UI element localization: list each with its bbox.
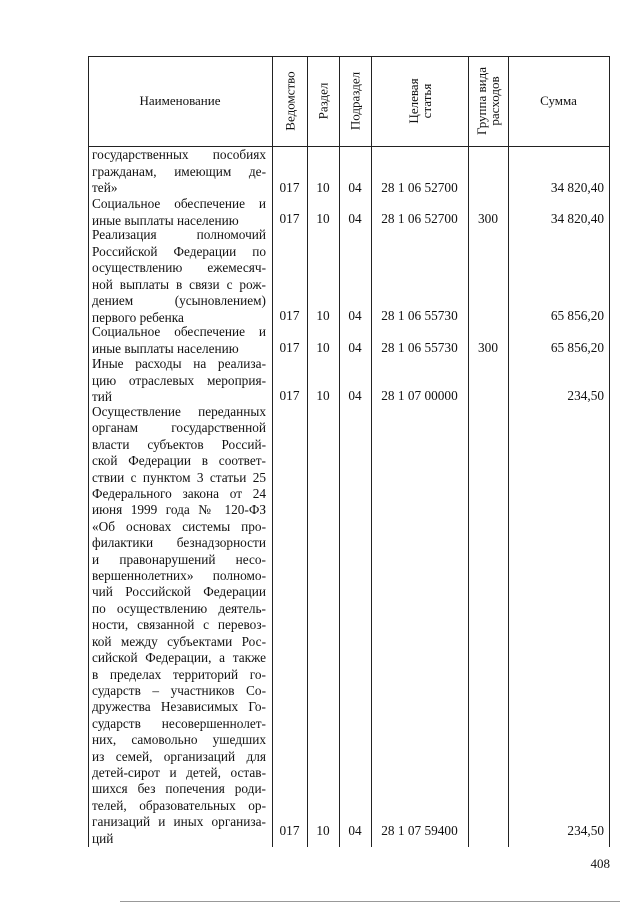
table-row-name: Реализация полномочий Российской Федерации по осуществлению ежемесяч- ной выплаты в связи с рож- дением (усыновлением) первого ребенка (92, 227, 266, 325)
cell-section: 10 (316, 823, 330, 838)
cell-target: 28 1 06 52700 (381, 211, 458, 226)
cell-subsection: 04 (348, 340, 362, 355)
cell-section: 10 (316, 180, 330, 195)
cell-ministry: 017 (279, 823, 300, 838)
col-divider (307, 56, 308, 847)
col-divider (508, 56, 509, 847)
cell-subsection: 04 (348, 823, 362, 838)
cell-amount: 234,50 (567, 823, 604, 838)
cell-ministry: 017 (279, 180, 300, 195)
cell-group: 300 (478, 211, 498, 226)
cell-amount: 65 856,20 (550, 308, 604, 323)
header-subsection: Подраздел (347, 71, 363, 131)
header-amount: Сумма (540, 93, 577, 108)
cell-section: 10 (316, 388, 330, 403)
col-divider (468, 56, 469, 847)
header-target-article: Целевая статья (406, 78, 434, 124)
cell-amount: 34 820,40 (550, 180, 604, 195)
cell-subsection: 04 (348, 388, 362, 403)
cell-target: 28 1 07 00000 (381, 388, 458, 403)
cell-amount: 65 856,20 (550, 340, 604, 355)
cell-subsection: 04 (348, 308, 362, 323)
header-ministry: Ведомство (282, 71, 298, 131)
col-divider (339, 56, 340, 847)
cell-target: 28 1 06 55730 (381, 308, 458, 323)
cell-subsection: 04 (348, 211, 362, 226)
cell-section: 10 (316, 340, 330, 355)
cell-amount: 234,50 (567, 388, 604, 403)
table-row-name: Социальное обеспечение и иные выплаты населению (92, 196, 266, 228)
scan-edge-line (120, 901, 620, 902)
table-row-name: Осуществление переданных органам государственной власти субъектов Россий- ской Федерации в соответ- ствии с пунктом 3 статьи 25 Федерального закона от 24 июня 1999 года № 120-ФЗ «Об основах системы про- филактики безнадзорности и правонарушений несо- вершеннолетних» полномо- чий Российской Федерации по осуществлению деятель- ности, связанной с перевоз- кой между субъектами Рос- сийской Федерации, а также в пределах территорий го- сударств – участников Со- дружества Независимых Го- сударств несовершеннолет- них, самовольно ушедших из семей, организаций для детей-сирот и детей, остав- шихся без попечения роди- телей, образовательных ор- ганизаций и иных организа- ций (92, 404, 266, 846)
cell-amount: 34 820,40 (550, 211, 604, 226)
cell-subsection: 04 (348, 180, 362, 195)
cell-ministry: 017 (279, 211, 300, 226)
cell-ministry: 017 (279, 388, 300, 403)
cell-ministry: 017 (279, 308, 300, 323)
header-expense-group: Группа вида расходов (474, 67, 502, 135)
cell-section: 10 (316, 308, 330, 323)
col-divider (371, 56, 372, 847)
cell-target: 28 1 07 59400 (381, 823, 458, 838)
cell-ministry: 017 (279, 340, 300, 355)
table-row-name: Иные расходы на реализа- цию отраслевых мероприя- тий (92, 356, 266, 405)
table-right-border (609, 56, 610, 847)
cell-target: 28 1 06 52700 (381, 180, 458, 195)
cell-target: 28 1 06 55730 (381, 340, 458, 355)
col-divider (272, 56, 273, 847)
table-row-name: государственных пособиях гражданам, имеющим де- тей» (92, 147, 266, 196)
cell-group: 300 (478, 340, 498, 355)
table-left-border (88, 56, 89, 847)
table-row-name: Социальное обеспечение и иные выплаты населению (92, 324, 266, 356)
header-section: Раздел (315, 82, 331, 120)
cell-section: 10 (316, 211, 330, 226)
header-name: Наименование (139, 93, 221, 108)
page-number: 408 (590, 856, 610, 871)
